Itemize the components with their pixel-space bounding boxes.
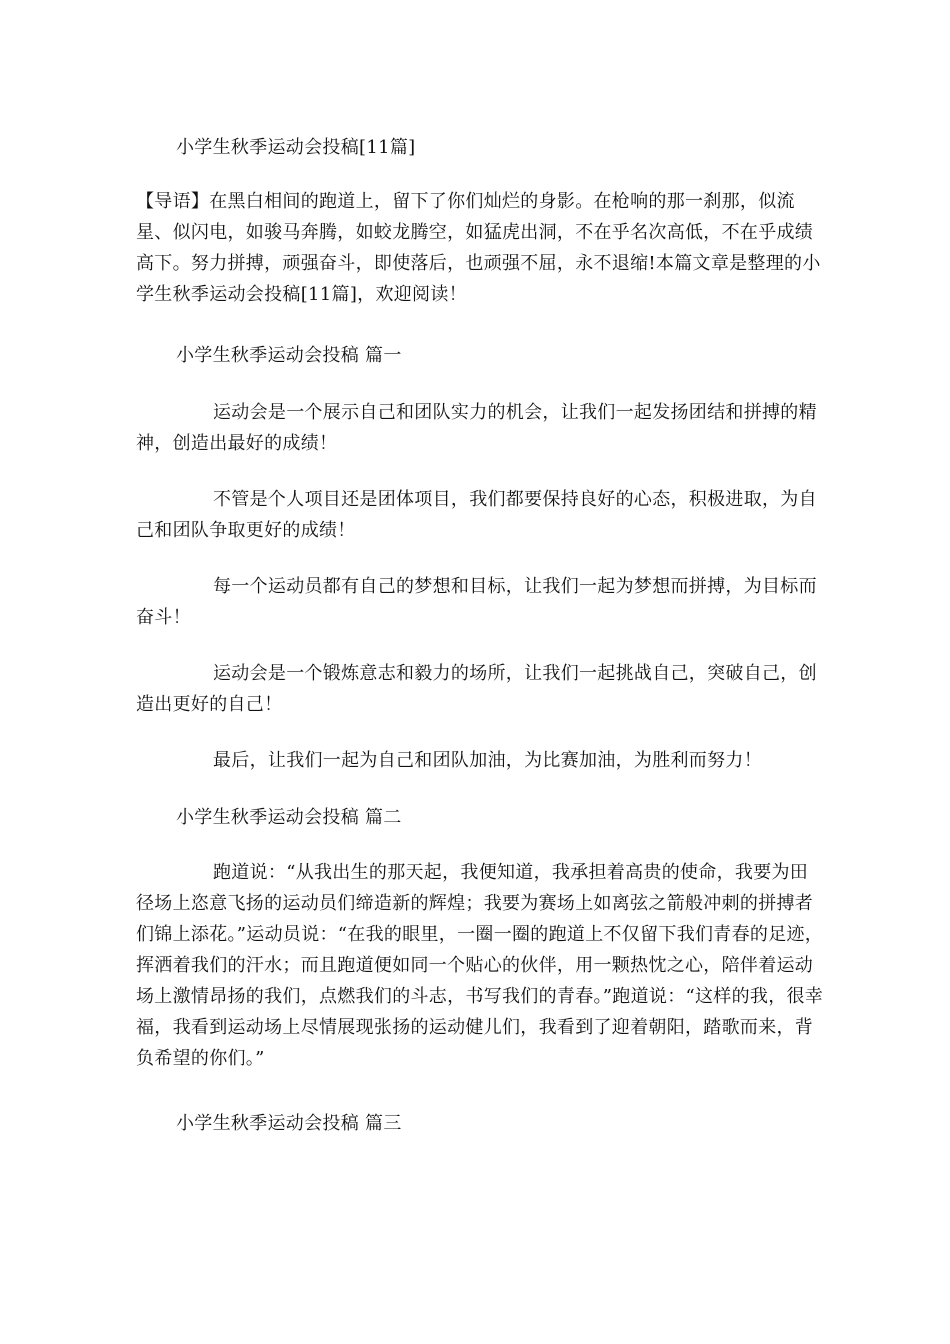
section-1-paragraph-1: 运动会是一个展示自己和团队实力的机会，让我们一起发扬团结和拼搏的精神，创造出最好的成绩！	[136, 402, 817, 454]
section-heading-1: 小学生秋季运动会投稿 篇一	[176, 345, 402, 366]
section-1-paragraph-5: 最后，让我们一起为自己和团队加油，为比赛加油，为胜利而努力！	[213, 750, 762, 771]
section-2-paragraph-1: 跑道说：“从我出生的那天起，我便知道，我承担着高贵的使命，我要为田径场上恣意飞扬的运动员们缔造新的辉煌；我要为赛场上如离弦之箭般冲刺的拼搏者们锦上添花。”运动员说：“在我的眼里，一圈一圈的跑道上不仅留下我们青春的足迹，挥洒着我们的汗水；而且跑道便如同一个贴心的伙伴，用一颗热忱之心，陪伴着运动场上激情昂扬的我们，点燃我们的斗志，书写我们的青春。”跑道说：“这样的我，很幸福，我看到运动场上尽情展现张扬的运动健儿们，我看到了迎着朝阳，踏歌而来，背负希望的你们。”	[136, 862, 824, 1069]
section-1-paragraph-2: 不管是个人项目还是团体项目，我们都要保持良好的心态，积极进取，为自己和团队争取更好的成绩！	[136, 489, 817, 541]
document-title: 小学生秋季运动会投稿[11篇]	[176, 137, 416, 158]
section-1-paragraph-3: 每一个运动员都有自己的梦想和目标，让我们一起为梦想而拼搏，为目标而奋斗！	[136, 576, 817, 628]
section-heading-3: 小学生秋季运动会投稿 篇三	[176, 1113, 402, 1134]
intro-paragraph: 【导语】在黑白相间的跑道上，留下了你们灿烂的身影。在枪响的那一刹那，似流星、似闪电，如骏马奔腾，如蛟龙腾空，如猛虎出洞，不在乎名次高低，不在乎成绩高下。努力拼搏，顽强奋斗，即使落后，也顽强不屈，永不退缩!本篇文章是整理的小学生秋季运动会投稿[11篇]，欢迎阅读！	[136, 191, 821, 305]
section-1-paragraph-4: 运动会是一个锻炼意志和毅力的场所，让我们一起挑战自己，突破自己，创造出更好的自己！	[136, 663, 817, 715]
section-heading-2: 小学生秋季运动会投稿 篇二	[176, 807, 402, 828]
